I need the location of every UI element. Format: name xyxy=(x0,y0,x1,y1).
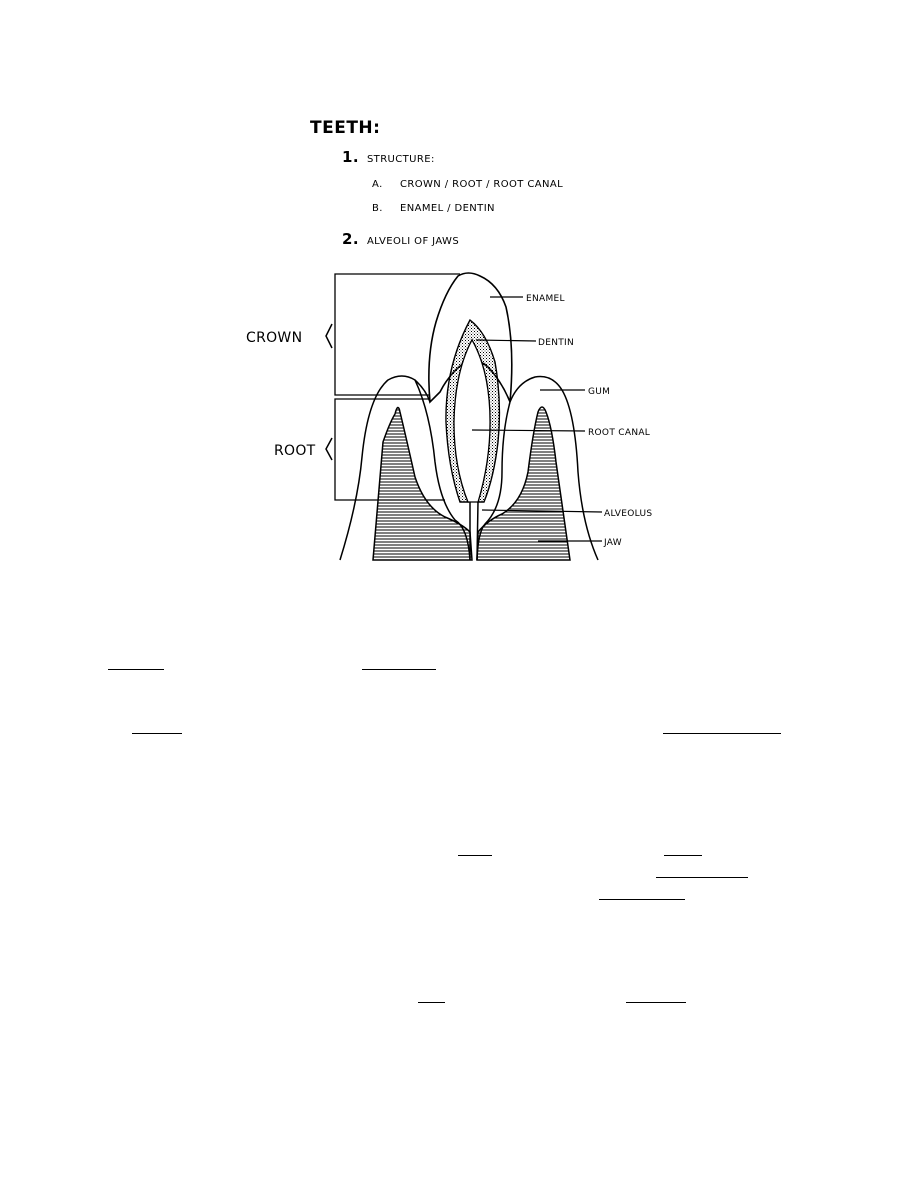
crown-label: CROWN xyxy=(246,330,303,346)
outline-item-text: ALVEOLI OF JAWS xyxy=(366,236,460,247)
answer-blank[interactable] xyxy=(664,855,702,856)
structure-outline xyxy=(310,118,710,258)
outline-letter: B. xyxy=(372,203,383,214)
answer-blank[interactable] xyxy=(626,1002,686,1003)
outline-item-enamel-dentin xyxy=(372,203,495,214)
answer-blank[interactable] xyxy=(132,733,182,734)
answer-blank[interactable] xyxy=(663,733,781,734)
answer-blank[interactable] xyxy=(418,1002,445,1003)
alveolus-label: ALVEOLUS xyxy=(604,509,653,519)
root-canal-label: ROOT CANAL xyxy=(588,428,651,438)
outline-item-text: ENAMEL / DENTIN xyxy=(400,203,495,214)
gum-label: GUM xyxy=(588,387,611,397)
outline-letter: A. xyxy=(372,179,383,190)
outline-number: 2. xyxy=(342,230,359,248)
answer-blank[interactable] xyxy=(108,669,164,670)
tooth-diagram xyxy=(240,262,680,562)
answer-blank[interactable] xyxy=(362,669,436,670)
answer-blank[interactable] xyxy=(458,855,492,856)
outline-title: TEETH: xyxy=(310,118,381,138)
outline-item-crown-root xyxy=(372,179,563,190)
root-label: ROOT xyxy=(274,443,316,459)
dentin-label: DENTIN xyxy=(538,338,575,348)
outline-item-structure xyxy=(342,148,435,166)
answer-blank[interactable] xyxy=(599,899,685,900)
outline-item-text: STRUCTURE: xyxy=(366,154,435,165)
enamel-label: ENAMEL xyxy=(526,294,565,304)
outline-item-alveoli xyxy=(342,230,459,248)
jaw-label: JAW xyxy=(604,538,622,548)
outline-number: 1. xyxy=(342,148,359,166)
answer-blank[interactable] xyxy=(656,877,748,878)
outline-item-text: CROWN / ROOT / ROOT CANAL xyxy=(400,179,564,190)
